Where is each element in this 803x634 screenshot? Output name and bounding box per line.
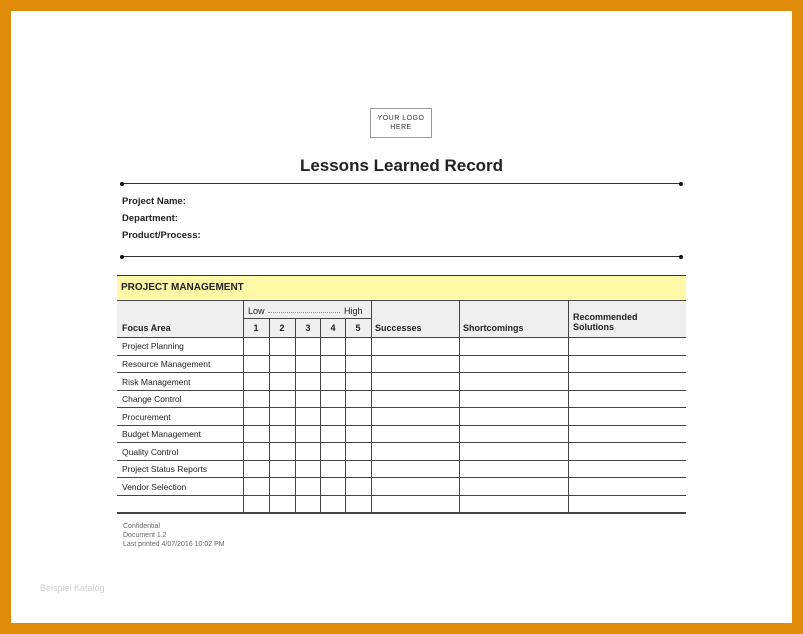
scale-4: 4 (330, 323, 336, 333)
grid-line (117, 495, 686, 496)
grid-line (320, 318, 321, 513)
grid-line (117, 512, 686, 514)
focus-area-header: Focus Area (122, 323, 171, 333)
grid-line (117, 390, 686, 391)
grid-line (117, 460, 686, 461)
row-project-planning: Project Planning (122, 341, 184, 351)
grid-line (117, 442, 686, 443)
scale-low-label: Low (248, 306, 265, 316)
shortcomings-header: Shortcomings (463, 323, 524, 333)
project-name-label: Project Name: (122, 196, 186, 207)
product-process-label: Product/Process: (122, 230, 201, 241)
row-resource-management: Resource Management (122, 359, 211, 369)
grid-line (117, 300, 686, 301)
bottom-rule (122, 256, 681, 257)
grid-line (243, 300, 244, 513)
logo-placeholder: YOUR LOGO HERE (370, 108, 432, 138)
row-project-status-reports: Project Status Reports (122, 464, 208, 474)
grid-line (117, 477, 686, 478)
scale-connector (268, 304, 340, 313)
footer-confidential: Confidential (123, 523, 160, 530)
row-vendor-selection: Vendor Selection (122, 482, 187, 492)
grid-line (117, 337, 686, 338)
grid-line (345, 318, 346, 513)
grid-line (459, 300, 460, 513)
grid-line (117, 355, 686, 356)
top-rule (122, 183, 681, 184)
section-title: PROJECT MANAGEMENT (117, 275, 686, 299)
scale-3: 3 (305, 323, 311, 333)
scale-2: 2 (279, 323, 285, 333)
scale-high-label: High (344, 306, 363, 316)
row-risk-management: Risk Management (122, 377, 191, 387)
grid-line (371, 300, 372, 513)
grid-line (117, 425, 686, 426)
successes-header: Successes (375, 323, 422, 333)
row-change-control: Change Control (122, 394, 182, 404)
document-title: Lessons Learned Record (299, 156, 504, 175)
grid-line (295, 318, 296, 513)
scale-5: 5 (355, 323, 361, 333)
department-label: Department: (122, 213, 178, 224)
grid-line (269, 318, 270, 513)
footer-last-printed: Last printed 4/07/2016 10:02 PM (123, 541, 225, 548)
row-budget-management: Budget Management (122, 429, 201, 439)
row-quality-control: Quality Control (122, 447, 179, 457)
watermark: Beispiel Katalog (40, 583, 105, 593)
grid-line (244, 318, 371, 319)
grid-line (117, 407, 686, 408)
recommended-header: Recommended Solutions (573, 312, 638, 332)
grid-line (568, 300, 569, 513)
scale-1: 1 (253, 323, 259, 333)
grid-line (117, 372, 686, 373)
row-procurement: Procurement (122, 412, 171, 422)
footer-document: Document 1.2 (123, 532, 167, 539)
